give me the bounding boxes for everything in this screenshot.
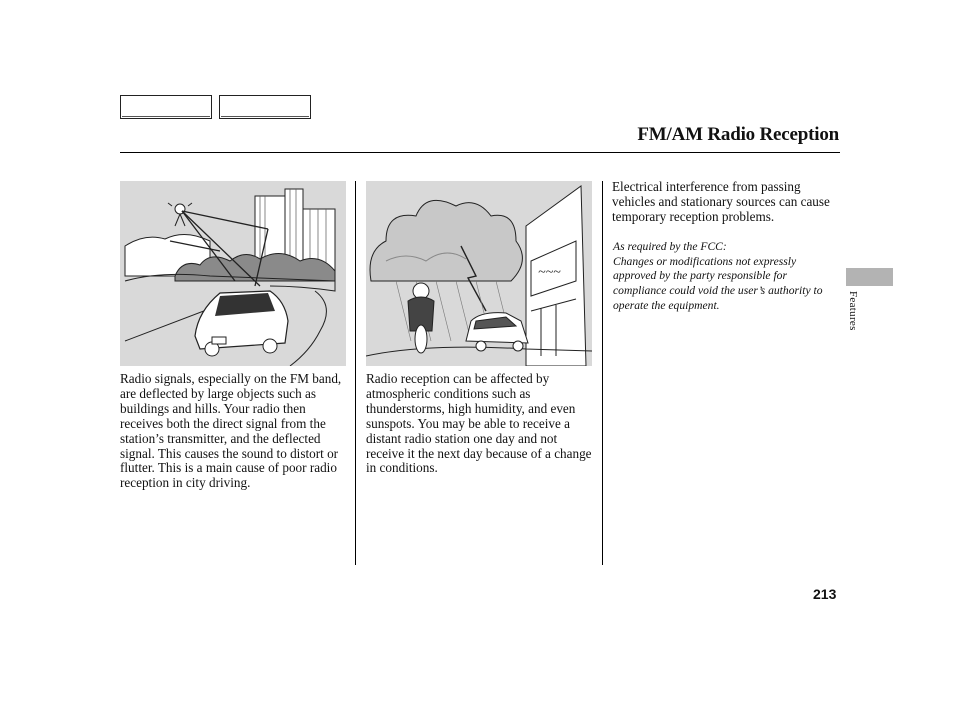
title-divider bbox=[120, 152, 840, 153]
column-divider bbox=[355, 181, 356, 565]
svg-text:~~~: ~~~ bbox=[538, 265, 561, 280]
illustration-signal-deflection bbox=[120, 181, 346, 366]
column-divider bbox=[602, 181, 603, 565]
paragraph-signal-deflection: Radio signals, especially on the FM band, are deflected by large objects such as buildings and hills. Your radio then receives both the direct signal from the station’s transmitter, and the deflected signal. This causes the sound to distort or flutter. This is a main cause of poor radio reception in city driving. bbox=[120, 371, 342, 491]
section-tab bbox=[846, 268, 893, 286]
paragraph-electrical-interference: Electrical interference from passing vehicles and stationary sources can cause temporary reception problems. bbox=[612, 179, 830, 224]
paragraph-atmospheric-conditions: Radio reception can be affected by atmospheric conditions such as thunderstorms, high humidity, and even sunspots. You may be able to receive a distant radio station one day and not receive it the next day because of a change in conditions. bbox=[366, 371, 592, 476]
fcc-heading: As required by the FCC: bbox=[613, 240, 727, 253]
page-title: FM/AM Radio Reception bbox=[637, 124, 839, 145]
page-number: 213 bbox=[813, 586, 837, 602]
fcc-body: Changes or modifications not expressly approved by the party responsible for compliance could void the user’s authority to operate the equipment. bbox=[613, 254, 823, 312]
nav-button-next[interactable] bbox=[219, 95, 311, 119]
section-label: Features bbox=[847, 291, 859, 331]
illustration-atmospheric-conditions bbox=[366, 181, 592, 366]
nav-button-previous[interactable] bbox=[120, 95, 212, 119]
fcc-notice bbox=[613, 240, 839, 314]
